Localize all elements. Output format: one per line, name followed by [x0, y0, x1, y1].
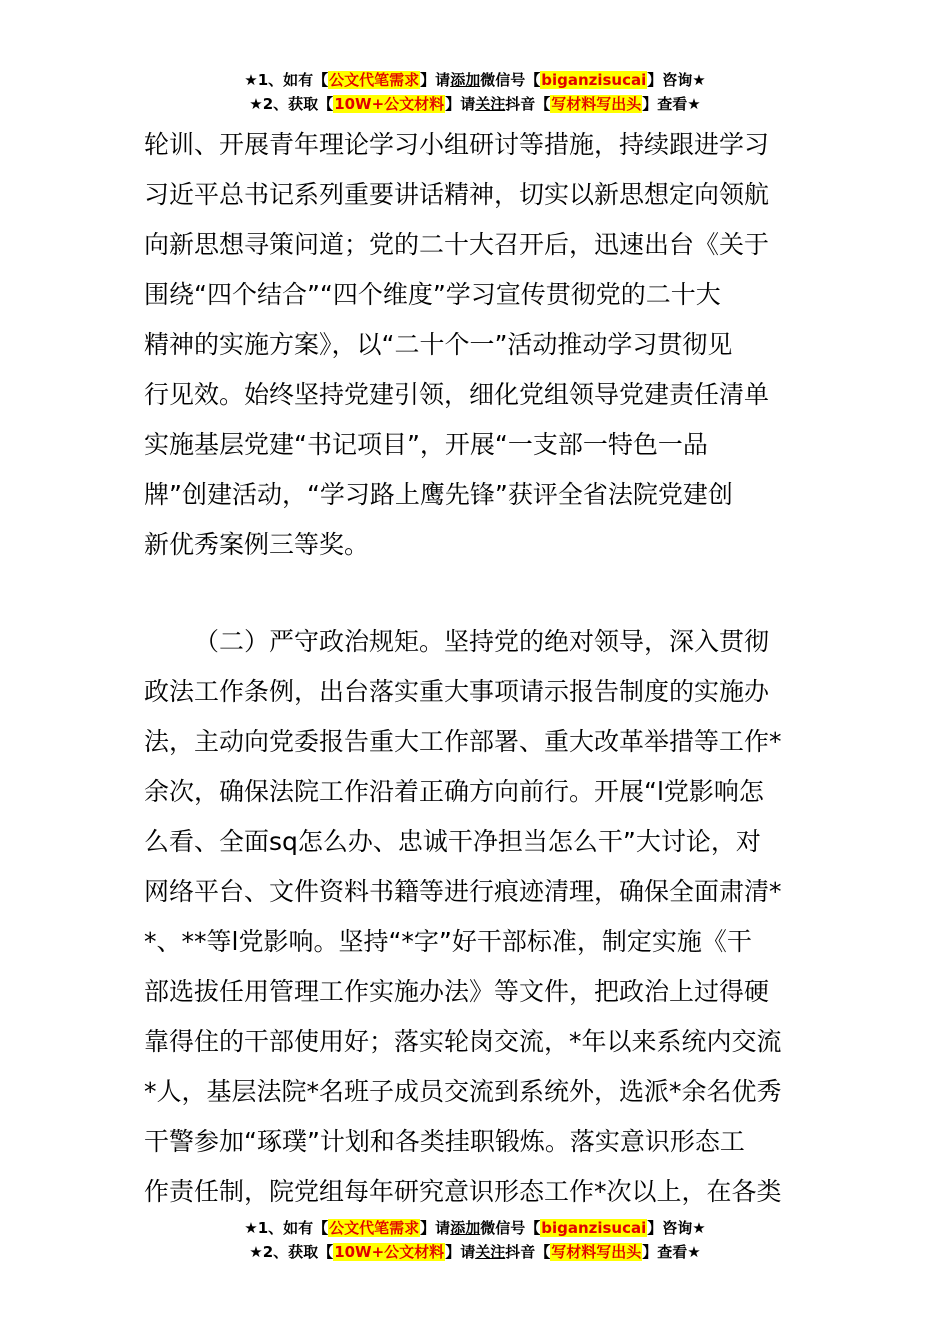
banner-line-2: ★2、获取【10W+公文材料】请关注抖音【写材料写出头】查看★	[249, 1243, 701, 1261]
banner-highlight: biganzisucai	[541, 71, 647, 89]
text-line: *人，基层法院*名班子成员交流到系统外，选派*余名优秀	[144, 1077, 782, 1106]
banner-line-2: ★2、获取【10W+公文材料】请关注抖音【写材料写出头】查看★	[249, 95, 701, 113]
text-line: 部选拔任用管理工作实施办法》等文件，把政治上过得硬	[144, 977, 770, 1006]
banner-highlight: 10W+公文材料	[334, 1243, 445, 1261]
text-line: 新优秀案例三等奖。	[144, 530, 370, 559]
text-line: 牌”创建活动，“学习路上鹰先锋”获评全省法院党建创	[144, 480, 733, 509]
header-banner	[0, 68, 950, 116]
text-line: *、**等l党影响。坚持“*字”好干部标准，制定实施《干	[144, 927, 752, 956]
banner-line-1: ★1、如有【公文代笔需求】请添加微信号【biganzisucai】咨询★	[244, 1219, 706, 1237]
text-line: 么看、全面sq怎么办、忠诚干净担当怎么干”大讨论，对	[144, 827, 761, 856]
paragraph-2	[144, 617, 806, 1217]
text-line: 余次，确保法院工作沿着正确方向前行。开展“l党影响怎	[144, 777, 764, 806]
paragraph-1	[144, 120, 806, 570]
text-line: 法，主动向党委报告重大工作部署、重大改革举措等工作*	[144, 727, 782, 756]
text-line: 政法工作条例，出台落实重大事项请示报告制度的实施办	[144, 677, 770, 706]
text-line: （二）严守政治规矩。坚持党的绝对领导，深入贯彻	[194, 627, 770, 656]
banner-highlight: biganzisucai	[541, 1219, 647, 1237]
text-line: 围绕“四个结合”“四个维度”学习宣传贯彻党的二十大	[144, 280, 721, 309]
banner-highlight: 公文代笔需求	[329, 1219, 420, 1237]
banner-highlight: 公文代笔需求	[329, 71, 420, 89]
text-line: 实施基层党建“书记项目”，开展“一支部一特色一品	[144, 430, 708, 459]
banner-highlight: 10W+公文材料	[334, 95, 445, 113]
text-line: 靠得住的干部使用好；落实轮岗交流，*年以来系统内交流	[144, 1027, 782, 1056]
banner-line-1: ★1、如有【公文代笔需求】请添加微信号【biganzisucai】咨询★	[244, 71, 706, 89]
text-line: 习近平总书记系列重要讲话精神，切实以新思想定向领航	[144, 180, 770, 209]
text-line: 向新思想寻策问道；党的二十大召开后，迅速出台《关于	[144, 230, 770, 259]
footer-banner	[0, 1216, 950, 1264]
banner-highlight: 写材料写出头	[551, 95, 642, 113]
text-line: 干警参加“琢璞”计划和各类挂职锻炼。落实意识形态工	[144, 1127, 745, 1156]
text-line: 行见效。始终坚持党建引领，细化党组领导党建责任清单	[144, 380, 770, 409]
text-line: 精神的实施方案》，以“二十个一”活动推动学习贯彻见	[144, 330, 733, 359]
banner-highlight: 写材料写出头	[551, 1243, 642, 1261]
text-line: 网络平台、文件资料书籍等进行痕迹清理，确保全面肃清*	[144, 877, 782, 906]
text-line: 作责任制，院党组每年研究意识形态工作*次以上，在各类	[144, 1177, 782, 1206]
text-line: 轮训、开展青年理论学习小组研讨等措施，持续跟进学习	[144, 130, 770, 159]
